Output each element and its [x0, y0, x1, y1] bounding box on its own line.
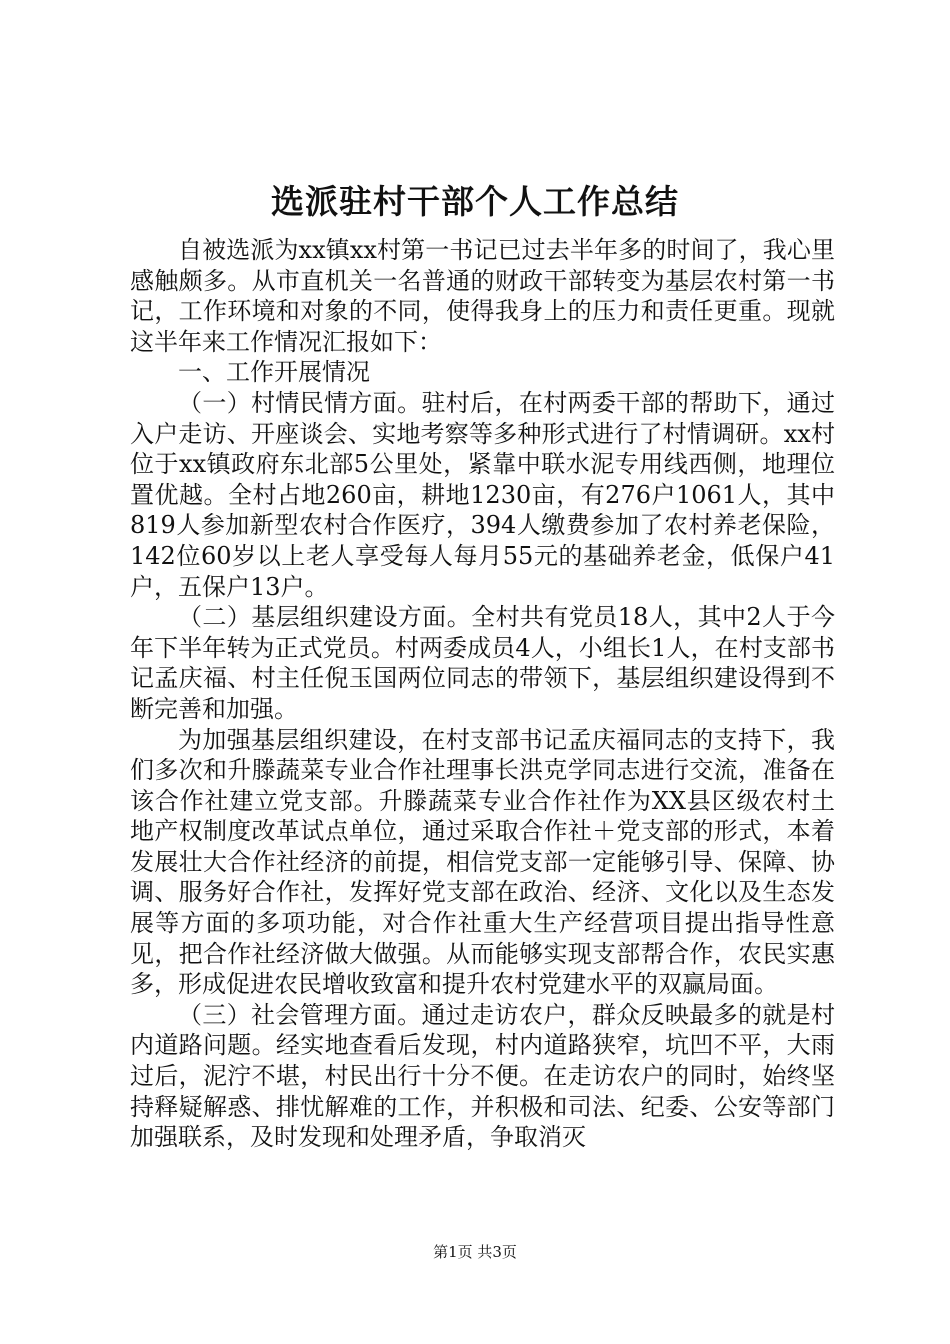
paragraph-village-conditions: （一）村情民情方面。驻村后，在村两委干部的帮助下，通过入户走访、开座谈会、实地考察等多种形式进行了村情调研。xx村位于xx镇政府东北部5公里处，紧靠中联水泥专用线西侧，地理位置优越。全村占地260亩，耕地1230亩，有276户1061人，其中819人参加新型农村合作医疗，394人缴费参加了农村养老保险，142位60岁以上老人享受每人每月55元的基础养老金，低保户41户，五保户13户。 [130, 388, 835, 601]
paragraph-social-management: （三）社会管理方面。通过走访农户，群众反映最多的就是村内道路问题。经实地查看后发现，村内道路狭窄，坑凹不平，大雨过后，泥泞不堪，村民出行十分不便。在走访农户的同时，始终坚持释疑解惑、排忧解难的工作，并积极和司法、纪委、公安等部门加强联系，及时发现和处理矛盾，争取消灭 [130, 1000, 835, 1152]
document-title: 选派驻村干部个人工作总结 [271, 182, 679, 221]
document-body [130, 235, 835, 1153]
paragraph-intro: 自被选派为xx镇xx村第一书记已过去半年多的时间了，我心里感触颇多。从市直机关一名普通的财政干部转变为基层农村第一书记，工作环境和对象的不同，使得我身上的压力和责任更重。现就这半年来工作情况汇报如下： [130, 236, 835, 356]
section-heading-work-progress: 一、工作开展情况 [178, 358, 370, 387]
page-footer: 第1页 共3页 [433, 1243, 517, 1261]
paragraph-grassroots-organization: （二）基层组织建设方面。全村共有党员18人，其中2人于今年下半年转为正式党员。村两委成员4人，小组长1人，在村支部书记孟庆福、村主任倪玉国两位同志的带领下，基层组织建设得到不断完善和加强。 [130, 603, 835, 723]
paragraph-cooperative-party-branch: 为加强基层组织建设，在村支部书记孟庆福同志的支持下，我们多次和升滕蔬菜专业合作社理事长洪克学同志进行交流，准备在该合作社建立党支部。升滕蔬菜专业合作社作为XX县区级农村土地产权制度改革试点单位，通过采取合作社＋党支部的形式，本着发展壮大合作社经济的前提，相信党支部一定能够引导、保障、协调、服务好合作社，发挥好党支部在政治、经济、文化以及生态发展等方面的多项功能，对合作社重大生产经营项目提出指导性意见，把合作社经济做大做强。从而能够实现支部帮合作，农民实惠多，形成促进农民增收致富和提升农村党建水平的双赢局面。 [130, 725, 835, 999]
